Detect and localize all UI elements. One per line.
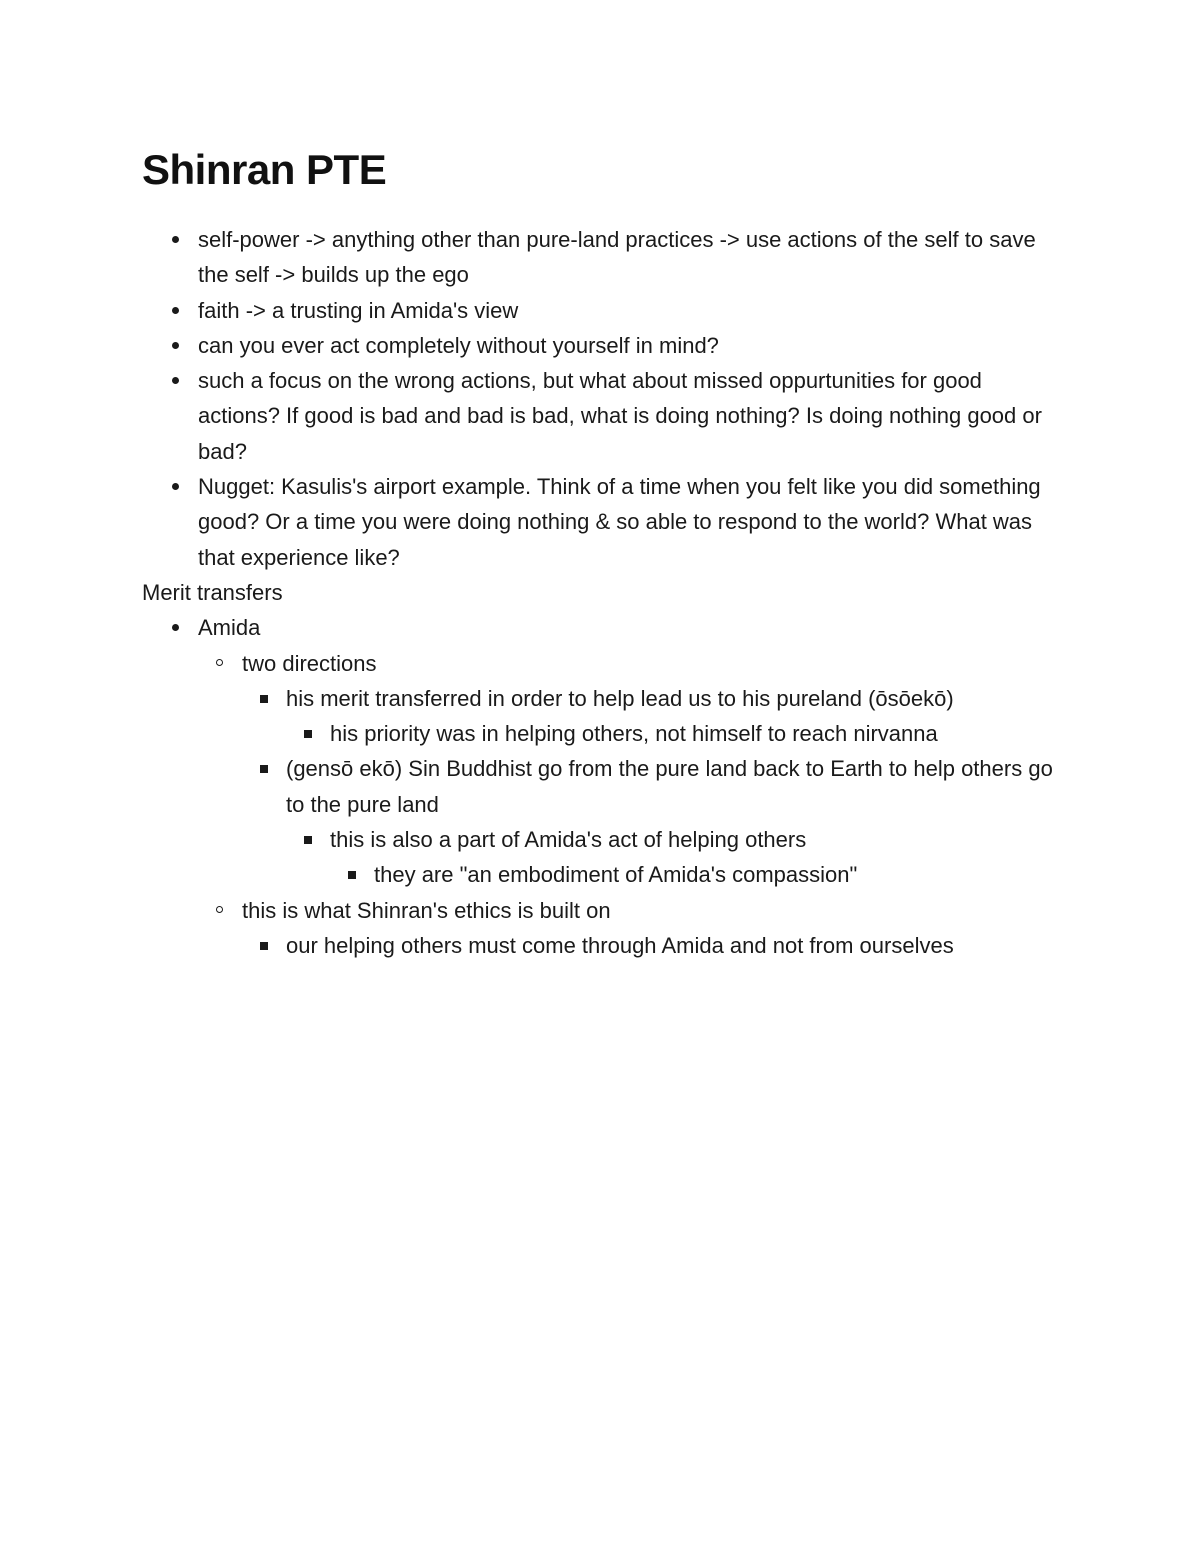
square-bullet-icon	[304, 730, 312, 738]
list-item	[242, 928, 1062, 963]
disc-bullet-icon	[172, 483, 179, 490]
circle-bullet-icon	[216, 906, 223, 913]
list-item	[330, 857, 1062, 892]
list-item-two-directions	[198, 646, 1062, 681]
notes-body	[142, 222, 1062, 963]
list-item-text: this is what Shinran's ethics is built on	[242, 897, 611, 923]
list-item	[142, 363, 1062, 469]
ethics-sublist	[242, 928, 1062, 963]
disc-bullet-icon	[172, 307, 179, 314]
intro-list	[142, 222, 1062, 575]
square-bullet-icon	[260, 695, 268, 703]
list-item	[142, 469, 1062, 575]
list-item-text: his priority was in helping others, not himself to reach nirvanna	[330, 721, 938, 747]
list-item-text: faith -> a trusting in Amida's view	[198, 297, 519, 323]
directions-sublist-2	[242, 751, 1062, 822]
list-item	[142, 222, 1062, 293]
list-item-text: such a focus on the wrong actions, but what about missed oppurtunities for good actions? If good is bad and bad is bad, what is doing nothing? Is doing nothing good or bad?	[198, 368, 1042, 464]
list-item-text: this is also a part of Amida's act of helping others	[330, 827, 807, 853]
list-item-genso	[242, 751, 1062, 822]
disc-bullet-icon	[172, 377, 179, 384]
disc-bullet-icon	[172, 236, 179, 243]
merit-list	[142, 610, 1062, 645]
list-item-text: can you ever act completely without yourself in mind?	[198, 332, 719, 358]
merit-heading: Merit transfers	[142, 579, 283, 605]
osoeko-sublist	[286, 716, 1062, 751]
list-item-osoeko	[242, 681, 1062, 716]
list-item-text: self-power -> anything other than pure-land practices -> use actions of the self to save the self -> builds up the ego	[198, 227, 1036, 288]
list-item	[142, 328, 1062, 363]
list-item-text: Nugget: Kasulis's airport example. Think of a time when you felt like you did something good? Or a time you were doing nothing & so able to respond to the world? What was that experience like?	[198, 474, 1041, 570]
list-item-amida	[142, 610, 1062, 645]
list-item-text: Amida	[198, 615, 261, 641]
list-item-text: they are "an embodiment of Amida's compassion"	[374, 862, 858, 888]
genso-sub-sublist	[330, 857, 1062, 892]
list-item	[142, 293, 1062, 328]
list-item-ethics	[198, 893, 1062, 928]
disc-bullet-icon	[172, 342, 179, 349]
list-item	[286, 716, 1062, 751]
square-bullet-icon	[348, 871, 356, 879]
list-item-text: his merit transferred in order to help lead us to his pureland (ōsōekō)	[286, 685, 954, 711]
list-item-text: (gensō ekō) Sin Buddhist go from the pure land back to Earth to help others go to the pure land	[286, 756, 1053, 817]
amida-sublist	[198, 646, 1062, 681]
list-item	[286, 822, 1062, 857]
list-item-text: two directions	[242, 650, 377, 676]
square-bullet-icon	[304, 836, 312, 844]
list-item-text: our helping others must come through Amida and not from ourselves	[286, 932, 954, 958]
circle-bullet-icon	[216, 659, 223, 666]
page-title: Shinran PTE	[142, 146, 387, 193]
document-page	[142, 140, 1062, 963]
genso-sublist	[286, 822, 1062, 857]
square-bullet-icon	[260, 765, 268, 773]
disc-bullet-icon	[172, 624, 179, 631]
directions-sublist	[242, 681, 1062, 716]
square-bullet-icon	[260, 942, 268, 950]
amida-sublist-2	[198, 893, 1062, 928]
